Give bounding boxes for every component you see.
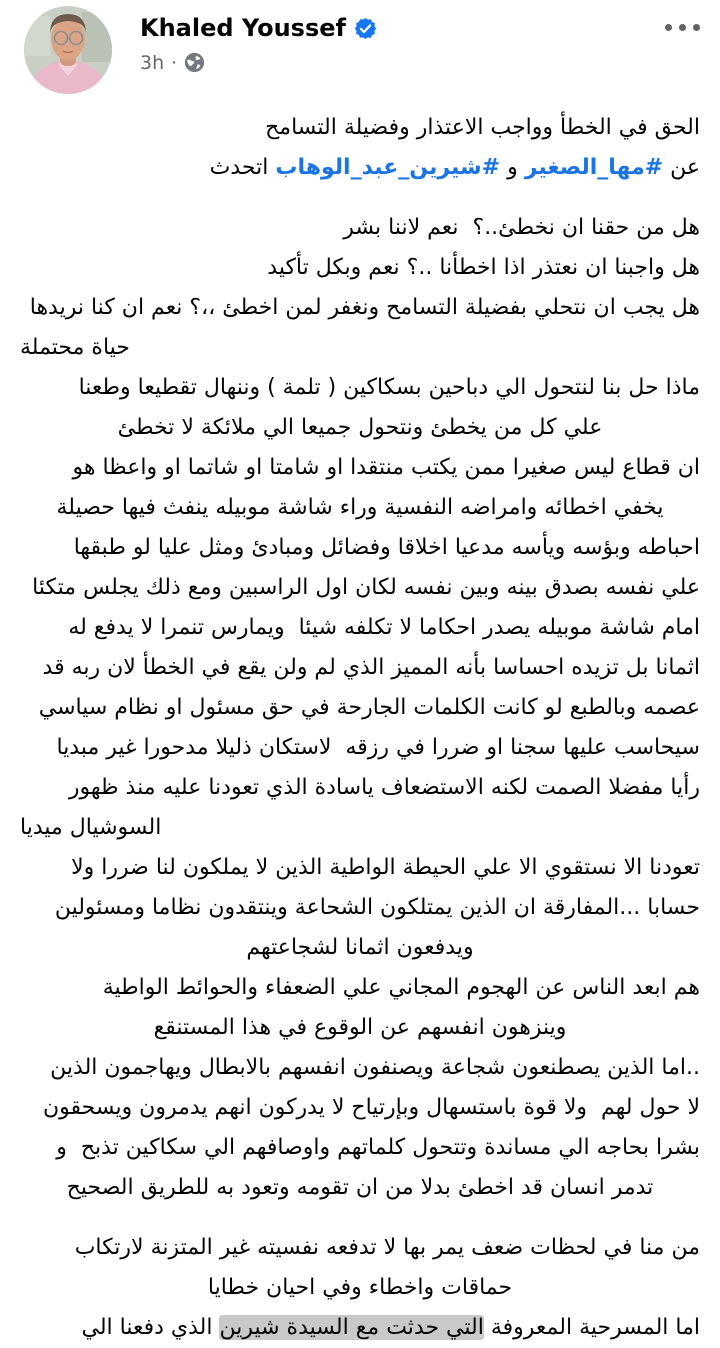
post-text-line [20, 768, 700, 808]
post-text-line [20, 108, 700, 148]
post-text-line [20, 328, 700, 368]
text-run: حماقات واخطاء وفي احيان خطايا [207, 1275, 513, 1300]
post-text-line [20, 568, 700, 608]
highlighted-text: التي حدثت مع السيدة شيرين [219, 1315, 484, 1340]
post-text-line [20, 888, 700, 928]
timestamp[interactable]: 3h [140, 51, 165, 74]
text-run: هل يجب ان نتحلي بفضيلة التسامح ونغفر لمن اخطئ ،،؟ نعم ان كنا نريدها [29, 295, 700, 320]
paragraph-break [20, 1208, 700, 1228]
meta-separator: · [171, 51, 178, 74]
post-text-line [20, 148, 700, 188]
post-text-line [20, 848, 700, 888]
post-text-line [20, 528, 700, 568]
text-run: ويدفعون اثمانا لشجاعتهم [246, 935, 474, 960]
text-run: من منا في لحظات ضعف يمر بها لا تدفعه نفسيته غير المتزنة لارتكاب [74, 1235, 700, 1260]
post-text-line [20, 808, 700, 848]
post-text-line [20, 1228, 700, 1268]
text-run: وينزهون انفسهم عن الوقوع في هذا المستنقع [153, 1015, 567, 1040]
more-options-button[interactable] [665, 6, 700, 31]
text-run: اثمانا بل تزيده احساسا بأنه المميز الذي لم ولن يقع في الخطأ لان ربه قد [42, 655, 700, 680]
avatar-image [24, 6, 112, 94]
text-run: علي نفسه بصدق بينه وبين نفسه لكان اول الراسبين ومع ذلك يجلس متكئا [32, 575, 700, 600]
text-run: ماذا حل بنا لنتحول الي دباحين بسكاكين ( تلمة ) وننهال تقطيعا وطعنا [78, 375, 700, 400]
post-text-line [20, 488, 700, 528]
text-run: حسابا ...المفارقة ان الذين يمتلكون الشحاعة وينتقدون نظاما ومسئولين [54, 895, 700, 920]
text-run: لا حول لهم ولا قوة باستسهال وبإرتياح لا يدركون انهم يدمرون ويسحقون [42, 1095, 700, 1120]
text-run: الحق في الخطأ وواجب الاعتذار وفضيلة التسامح [265, 115, 700, 140]
avatar[interactable] [24, 6, 112, 94]
verified-badge-icon [354, 17, 377, 40]
ellipsis-dot [665, 24, 672, 31]
hashtag-link[interactable]: #شيرين_عبد_الوهاب [275, 155, 501, 180]
post-text-line [20, 448, 700, 488]
text-run: و [500, 155, 525, 180]
text-run: حياة محتملة [20, 335, 130, 360]
text-run: هل من حقنا ان نخطئ..؟ نعم لاننا بشر [343, 215, 700, 240]
text-run: ..اما الذين يصطنعون شجاعة ويصنفون انفسهم بالابطال ويهاجمون الذين [50, 1055, 700, 1080]
post-text-line [20, 408, 700, 448]
text-run: رأيا مفضلا الصمت لكنه الاستضعاف ياسادة الذي تعودنا عليه منذ ظهور [68, 775, 700, 800]
text-run: تعودنا الا نستقوي الا علي الحيطة الواطية الذين لا يملكون لنا ضررا ولا [71, 855, 700, 880]
post-text [0, 108, 720, 1348]
post-text-line [20, 1008, 700, 1048]
text-run: امام شاشة موبيله يصدر احكاما لا تكلفه شيئا ويمارس تنمرا لا يدفع له [68, 615, 700, 640]
post-header [0, 0, 720, 100]
post-text-line [20, 1128, 700, 1168]
post-text-line [20, 208, 700, 248]
post-text-line [20, 1168, 700, 1208]
text-run: احباطه وبؤسه ويأسه مدعيا اخلاقا وفضائل ومبادئ ومثل عليا لو طبقها [73, 535, 700, 560]
post-text-line [20, 288, 700, 328]
author-name[interactable]: Khaled Youssef [140, 14, 346, 42]
text-run: الذي دفعنا الي [81, 1315, 220, 1340]
text-run: عصمه وبالطبع لو كانت الكلمات الجارحة في حق مسئول او نظام سياسي [38, 695, 700, 720]
text-run: هل واجبنا ان نعتذر اذا اخطأنا ..؟ نعم وبكل تأكيد [267, 255, 700, 280]
text-run: هم ابعد الناس عن الهجوم المجاني علي الضعفاء والحوائط الواطية [102, 975, 700, 1000]
post-text-line [20, 648, 700, 688]
text-run: سيحاسب عليها سجنا او ضررا في رزقه لاستكان ذليلا مدحورا غير مبديا [56, 735, 700, 760]
post-text-line [20, 928, 700, 968]
post-text-line [20, 1088, 700, 1128]
post-text-line [20, 368, 700, 408]
text-run: يخفي اخطائه وامراضه النفسية وراء شاشة موبيله ينفث فيها حصيلة [56, 495, 664, 520]
ellipsis-dot [679, 24, 686, 31]
post-text-line [20, 608, 700, 648]
text-run: اتحدث [209, 155, 276, 180]
text-run: ان قطاع ليس صغيرا ممن يكتب منتقدا او شامتا او شاتما او واعظا هو [72, 455, 700, 480]
ellipsis-dot [693, 24, 700, 31]
post-text-line [20, 968, 700, 1008]
post-text-line [20, 1048, 700, 1088]
text-run: عن [663, 155, 700, 180]
post-text-line [20, 1268, 700, 1308]
paragraph-break [20, 188, 700, 208]
text-run: اما المسرحية المعروفة [483, 1315, 700, 1340]
post-text-line [20, 1308, 700, 1348]
post-text-line [20, 248, 700, 288]
post-text-line [20, 688, 700, 728]
text-run: تدمر انسان قد اخطئ بدلا من ان تقومه وتعود به للطريق الصحيح [66, 1175, 654, 1200]
globe-privacy-icon [184, 52, 205, 73]
text-run: السوشيال ميديا [20, 815, 162, 840]
text-run: علي كل من يخطئ ونتحول جميعا الي ملائكة لا تخطئ [117, 415, 603, 440]
header-info [126, 6, 665, 74]
post-text-line [20, 728, 700, 768]
hashtag-link[interactable]: #مها_الصغير [524, 155, 664, 180]
text-run: بشرا بحاجه الي مساندة وتتحول كلماتهم واوصافهم الي سكاكين تذبح و [56, 1135, 700, 1160]
